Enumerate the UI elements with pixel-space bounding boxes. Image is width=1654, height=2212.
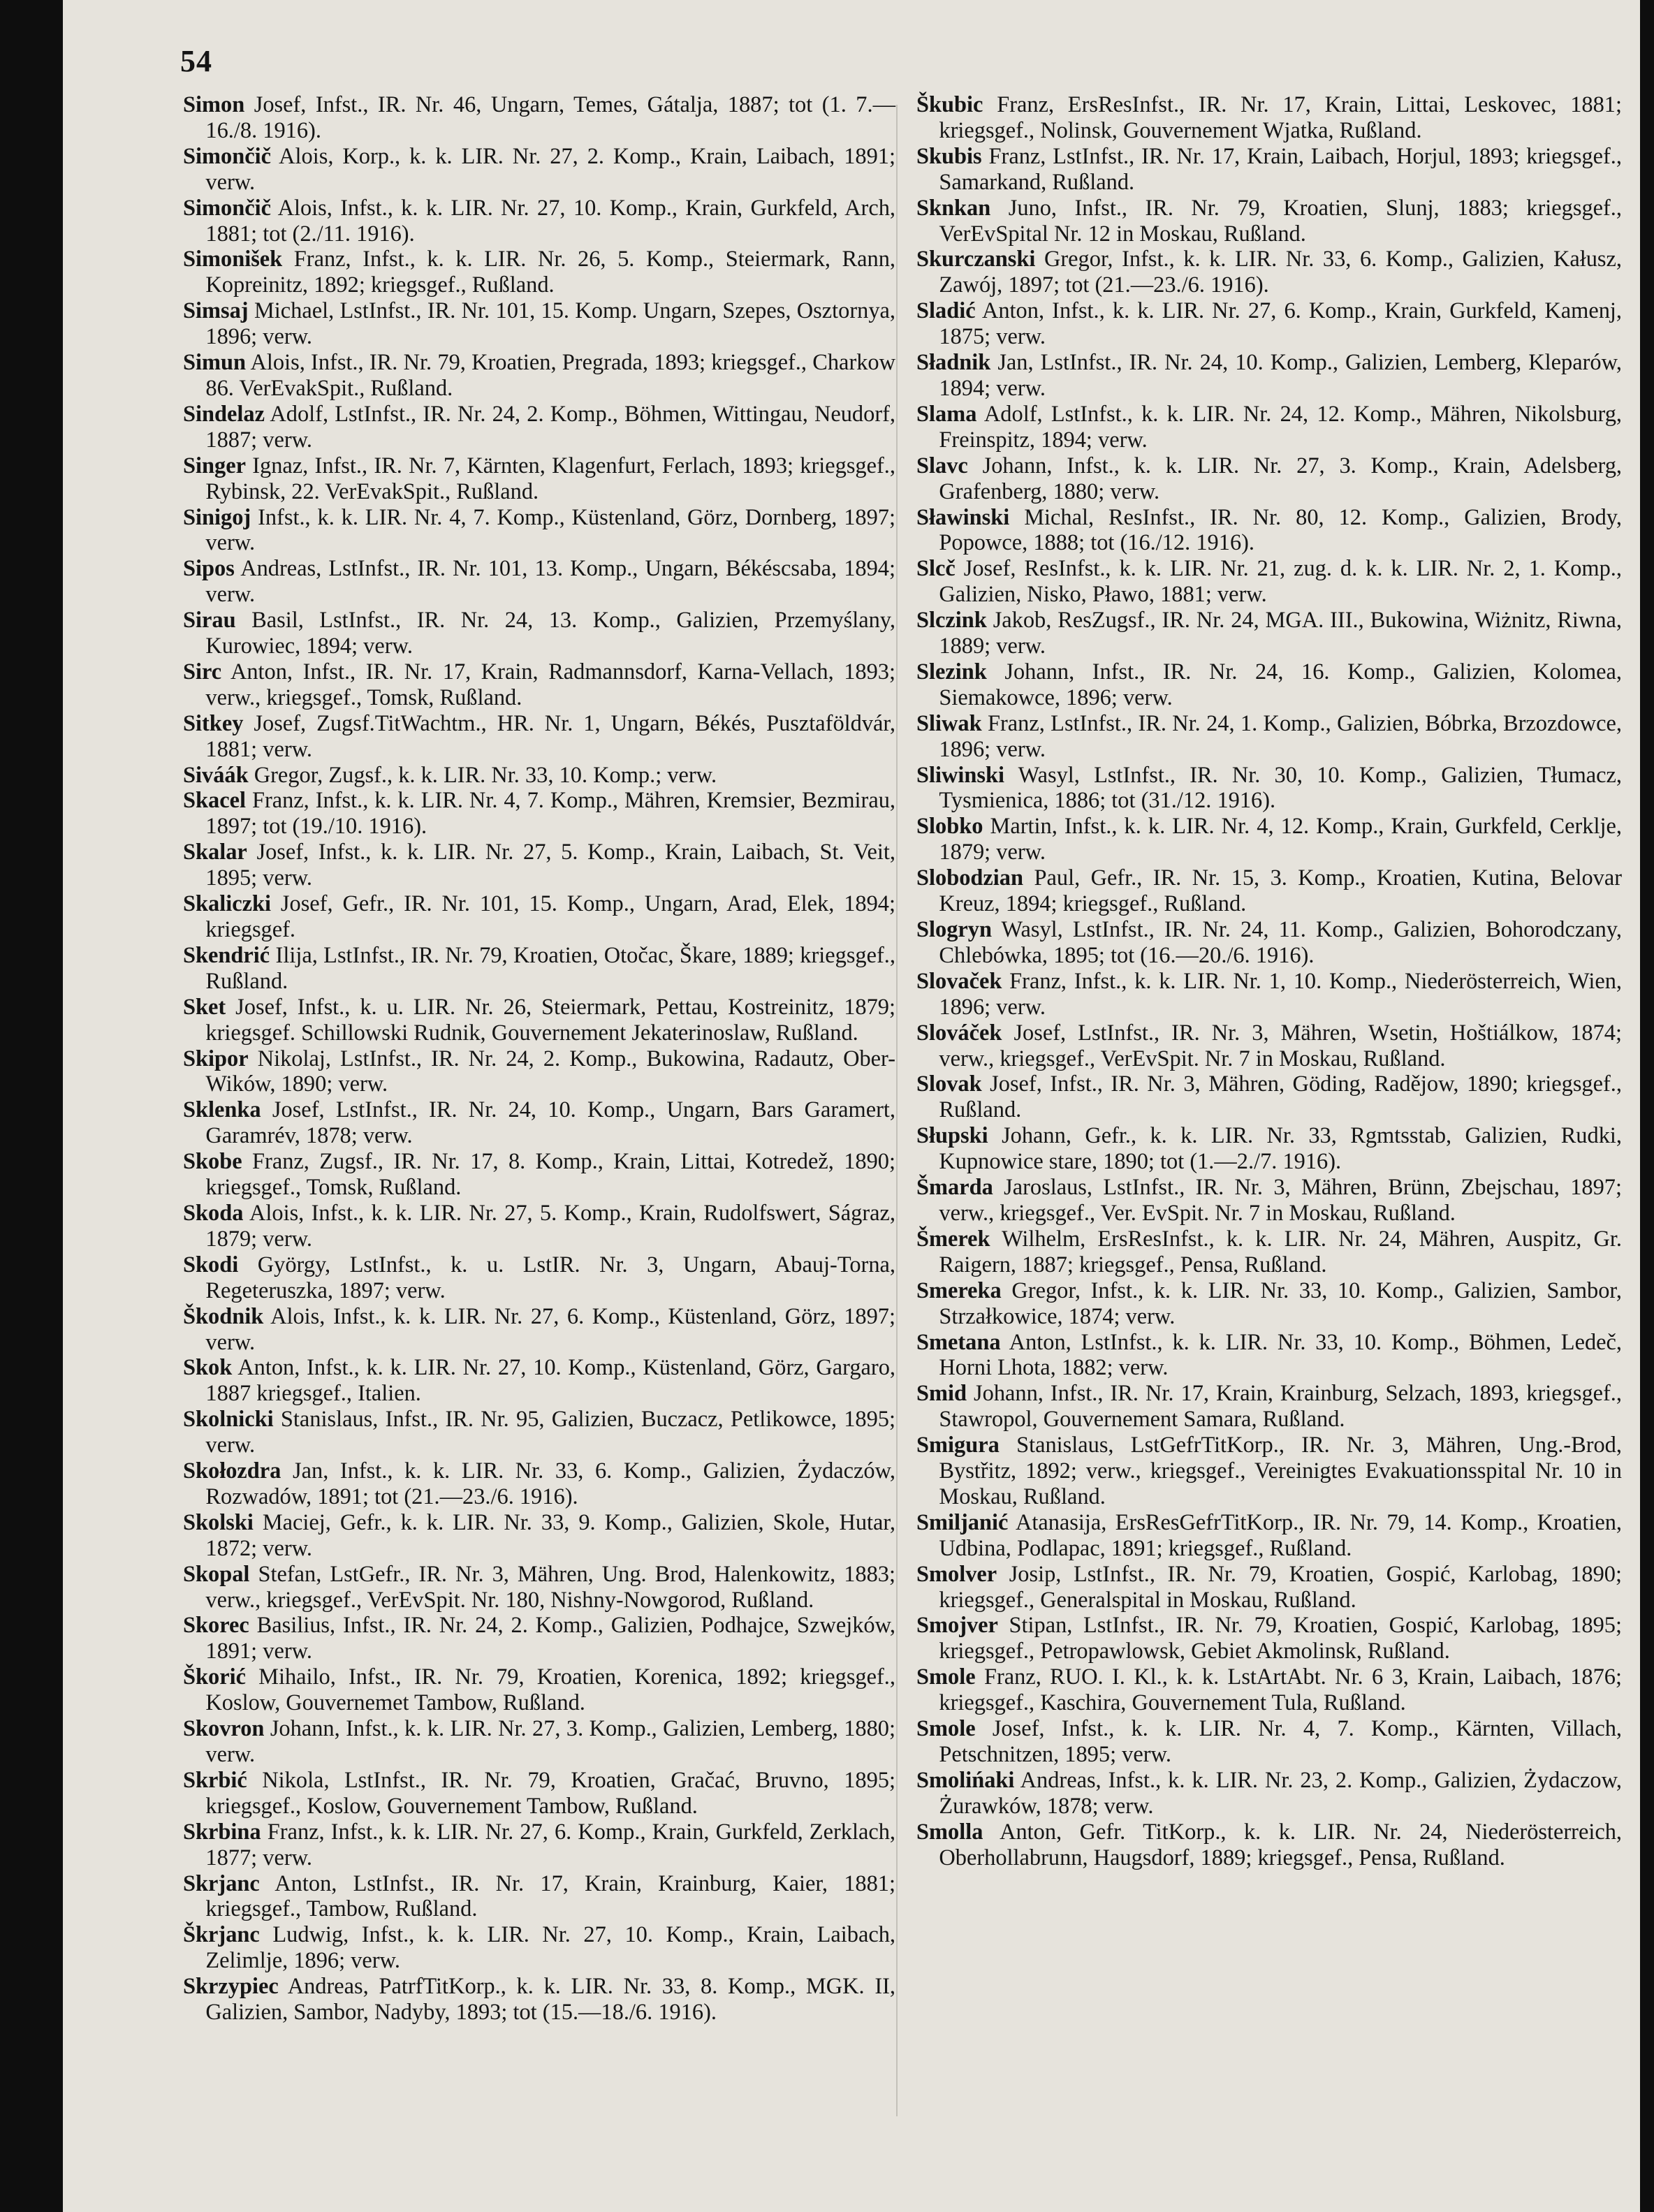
entry-surname: Skrjanc — [183, 1870, 260, 1896]
register-entry — [183, 891, 895, 943]
entry-surname: Slavc — [916, 453, 968, 478]
entry-details: Josef, Infst., k. u. LIR. Nr. 26, Steiermark, Pettau, Kostreinitz, 1879; kriegsgef. Schillowski Rudnik, Gouvernement Jekaterinoslaw, Rußland. — [205, 994, 895, 1046]
register-entry — [916, 402, 1622, 453]
entry-details: Stanislaus, Infst., IR. Nr. 95, Galizien, Buczacz, Petlikowce, 1895; verw. — [205, 1407, 895, 1458]
entry-surname: Slama — [916, 401, 977, 427]
entry-details: Basil, LstInfst., IR. Nr. 24, 13. Komp., Galizien, Przemyślany, Kurowiec, 1894; verw. — [205, 608, 895, 659]
register-entry — [916, 1510, 1622, 1562]
entry-surname: Skrbina — [183, 1819, 261, 1845]
register-entry — [183, 196, 895, 247]
entry-details: Basilius, Infst., IR. Nr. 24, 2. Komp., Galizien, Podhajce, Szwejków, 1891; verw. — [205, 1613, 895, 1664]
register-entry — [916, 1433, 1622, 1510]
entry-details: Michael, LstInfst., IR. Nr. 101, 15. Komp. Ungarn, Szepes, Osztornya, 1896; verw. — [205, 298, 895, 350]
register-entry — [183, 402, 895, 453]
entry-surname: Simončič — [183, 143, 271, 169]
register-entry — [916, 763, 1622, 814]
entry-surname: Slczink — [916, 608, 987, 633]
register-entry — [916, 1278, 1622, 1330]
entry-details: Maciej, Gefr., k. k. LIR. Nr. 33, 9. Komp., Galizien, Skole, Hutar, 1872; verw. — [205, 1509, 895, 1561]
entry-surname: Škubic — [916, 92, 983, 117]
register-entry — [183, 763, 895, 789]
entry-details: Adolf, LstInfst., IR. Nr. 24, 2. Komp., Böhmen, Wittingau, Neudorf, 1887; verw. — [205, 401, 895, 453]
entry-surname: Šmerek — [916, 1226, 990, 1252]
left-column — [183, 92, 895, 2026]
entry-surname: Skovron — [183, 1716, 265, 1742]
register-entry — [916, 814, 1622, 865]
entry-details: Gregor, Infst., k. k. LIR. Nr. 33, 10. Komp., Galizien, Sambor, Strzałkowice, 1874; verw. — [939, 1277, 1622, 1329]
register-entry — [916, 556, 1622, 608]
entry-details: Franz, LstInfst., IR. Nr. 24, 1. Komp., Galizien, Bóbrka, Brzozdowce, 1896; verw. — [939, 710, 1622, 762]
entry-details: György, LstInfst., k. u. LstIR. Nr. 3, Ungarn, Abauj-Torna, Regeteruszka, 1897; verw. — [205, 1252, 895, 1303]
entry-surname: Smereka — [916, 1277, 1002, 1303]
entry-surname: Singer — [183, 453, 246, 478]
entry-details: Anton, Gefr. TitKorp., k. k. LIR. Nr. 24, Niederösterreich, Oberhollabrunn, Haugsdorf, 1889; kriegsgef., Pensa, Rußland. — [939, 1819, 1622, 1870]
entry-details: Alois, Infst., k. k. LIR. Nr. 27, 6. Komp., Küstenland, Görz, 1897; verw. — [205, 1303, 895, 1355]
register-entry — [916, 1562, 1622, 1613]
entry-details: Franz, LstInfst., IR. Nr. 17, Krain, Laibach, Horjul, 1893; kriegsgef., Samarkand, Rußland. — [939, 143, 1622, 195]
entry-surname: Smojver — [916, 1613, 998, 1639]
entry-details: Anton, LstInfst., IR. Nr. 17, Krain, Krainburg, Kaier, 1881; kriegsgef., Tambow, Rußland. — [205, 1870, 895, 1922]
entry-details: Alois, Infst., k. k. LIR. Nr. 27, 5. Komp., Krain, Rudolfswert, Ságraz, 1879; verw. — [205, 1200, 895, 1252]
register-entry — [916, 298, 1622, 350]
scan-edge-right — [1640, 0, 1654, 2212]
entry-surname: Skoda — [183, 1200, 244, 1226]
entry-surname: Smolińaki — [916, 1767, 1015, 1793]
register-entry — [916, 1175, 1622, 1226]
register-entry — [916, 1020, 1622, 1072]
register-entry — [916, 608, 1622, 659]
entry-details: Andreas, PatrfTitKorp., k. k. LIR. Nr. 33, 8. Komp., MGK. II, Galizien, Sambor, Nadyby, 1893; tot (15.—18./6. 1916). — [205, 1974, 896, 2026]
entry-details: Anton, Infst., IR. Nr. 17, Krain, Radmannsdorf, Karna-Vellach, 1893; verw., kriegsgef., Tomsk, Rußland. — [205, 659, 896, 710]
entry-details: Josef, Infst., k. k. LIR. Nr. 4, 7. Komp., Kärnten, Villach, Petschnitzen, 1895; verw. — [939, 1716, 1622, 1767]
register-entry — [183, 1201, 895, 1252]
entry-details: Wasyl, LstInfst., IR. Nr. 30, 10. Komp., Galizien, Tłumacz, Tysmienica, 1886; tot (31./12. 1916). — [939, 762, 1622, 814]
entry-surname: Sknkan — [916, 195, 991, 221]
entry-surname: Škrjanc — [183, 1922, 260, 1948]
entry-surname: Sklenka — [183, 1097, 261, 1123]
entry-surname: Sirau — [183, 608, 236, 633]
register-entry — [183, 92, 895, 144]
register-entry — [916, 196, 1622, 247]
entry-details: Juno, Infst., IR. Nr. 79, Kroatien, Slunj, 1883; kriegsgef., VerEvSpital Nr. 12 in Moskau, Rußland. — [939, 195, 1622, 247]
entry-surname: Smolver — [916, 1561, 997, 1587]
entry-surname: Sliwak — [916, 710, 982, 736]
register-entry — [183, 1613, 895, 1664]
register-entry — [183, 556, 895, 608]
entry-details: Josip, LstInfst., IR. Nr. 79, Kroatien, Gospić, Karlobag, 1890; kriegsgef., Generalspital in Moskau, Rußland. — [939, 1561, 1622, 1613]
entry-details: Gregor, Zugsf., k. k. LIR. Nr. 33, 10. Komp.; verw. — [254, 762, 717, 788]
entry-details: Josef, Infst., IR. Nr. 3, Mähren, Göding, Radějow, 1890; kriegsgef., Rußland. — [939, 1071, 1622, 1123]
entry-surname: Smolla — [916, 1819, 983, 1845]
entry-details: Josef, LstInfst., IR. Nr. 3, Mähren, Wsetin, Hoštiálkow, 1874; verw., kriegsgef., VerEvSpit. Nr. 7 in Moskau, Rußland. — [939, 1020, 1622, 1071]
register-entry — [183, 1304, 895, 1356]
register-entry — [183, 1562, 895, 1613]
entry-surname: Skopal — [183, 1561, 250, 1587]
entry-details: Wasyl, LstInfst., IR. Nr. 24, 11. Komp., Galizien, Bohorodczany, Chlebówka, 1895; tot (16.—20./6. 1916). — [939, 917, 1622, 968]
entry-details: Anton, Infst., k. k. LIR. Nr. 27, 10. Komp., Küstenland, Görz, Gargaro, 1887 kriegsgef., Italien. — [205, 1355, 896, 1407]
register-entry — [183, 1922, 895, 1974]
entry-surname: Słupski — [916, 1123, 988, 1149]
register-entry — [183, 1097, 895, 1149]
entry-details: Johann, Infst., k. k. LIR. Nr. 27, 3. Komp., Krain, Adelsberg, Grafenberg, 1880; verw. — [939, 453, 1622, 504]
entry-details: Jan, LstInfst., IR. Nr. 24, 10. Komp., Galizien, Lemberg, Kleparów, 1894; verw. — [939, 350, 1622, 401]
entry-details: Josef, Gefr., IR. Nr. 101, 15. Komp., Ungarn, Arad, Elek, 1894; kriegsgef. — [205, 891, 895, 942]
register-entry — [916, 1226, 1622, 1278]
entry-surname: Sirc — [183, 659, 222, 684]
entry-details: Ilija, LstInfst., IR. Nr. 79, Kroatien, Otočac, Škare, 1889; kriegsgef., Rußland. — [205, 942, 895, 994]
entry-details: Anton, Infst., k. k. LIR. Nr. 27, 6. Komp., Krain, Gurkfeld, Kamenj, 1875; verw. — [939, 298, 1622, 350]
register-entry — [183, 995, 895, 1046]
register-entry — [183, 1458, 895, 1510]
register-entry — [183, 298, 895, 350]
entry-surname: Sipos — [183, 556, 235, 582]
entry-details: Franz, ErsResInfst., IR. Nr. 17, Krain, Littai, Leskovec, 1881; kriegsgef., Nolinsk, Gouvernement Wjatka, Rußland. — [939, 92, 1622, 143]
entry-details: Josef, Zugsf.TitWachtm., HR. Nr. 1, Ungarn, Békés, Pusztaföldvár, 1881; verw. — [205, 710, 895, 762]
entry-details: Franz, Infst., k. k. LIR. Nr. 1, 10. Komp., Niederösterreich, Wien, 1896; verw. — [939, 968, 1623, 1020]
entry-surname: Slovak — [916, 1071, 982, 1097]
register-entry — [916, 144, 1622, 196]
entry-surname: Škodnik — [183, 1303, 264, 1329]
entry-details: Josef, ResInfst., k. k. LIR. Nr. 21, zug. d. k. k. LIR. Nr. 2, 1. Komp., Galizien, Nisko, Pławo, 1881; verw. — [939, 556, 1622, 608]
register-entry — [916, 1381, 1622, 1433]
entry-surname: Smid — [916, 1381, 967, 1407]
register-entry — [916, 1613, 1622, 1664]
entry-surname: Sławinski — [916, 504, 1010, 530]
entry-details: Alois, Infst., k. k. LIR. Nr. 27, 10. Komp., Krain, Gurkfeld, Arch, 1881; tot (2./11. 1916). — [205, 195, 895, 247]
entry-details: Jaroslaus, LstInfst., IR. Nr. 3, Mähren, Brünn, Zbejschau, 1897; verw., kriegsgef., Ver. EvSpit. Nr. 7 in Moskau, Rußland. — [939, 1175, 1622, 1226]
entry-surname: Skendrić — [183, 942, 270, 968]
register-entry — [183, 788, 895, 840]
register-entry — [183, 943, 895, 995]
entry-details: Mihailo, Infst., IR. Nr. 79, Kroatien, Korenica, 1892; kriegsgef., Koslow, Gouvernemet Tambow, Rußland. — [205, 1664, 895, 1716]
register-entry — [916, 453, 1622, 505]
register-entry — [916, 917, 1622, 969]
scan-edge-left — [0, 0, 63, 2212]
entry-surname: Šmarda — [916, 1175, 993, 1201]
entry-details: Jakob, ResZugsf., IR. Nr. 24, MGA. III., Bukowina, Wiżnitz, Riwna, 1889; verw. — [939, 608, 1622, 659]
right-column — [916, 92, 1622, 1871]
register-entry — [916, 1819, 1622, 1871]
register-entry — [916, 865, 1622, 917]
entry-surname: Simončič — [183, 195, 271, 221]
entry-details: Johann, Infst., k. k. LIR. Nr. 27, 3. Komp., Galizien, Lemberg, 1880; verw. — [205, 1716, 895, 1767]
entry-details: Josef, LstInfst., IR. Nr. 24, 10. Komp., Ungarn, Bars Garamert, Garamrév, 1878; verw. — [205, 1097, 895, 1149]
entry-details: Andreas, Infst., k. k. LIR. Nr. 23, 2. Komp., Galizien, Żydaczow, Żurawków, 1878; verw. — [939, 1767, 1622, 1819]
entry-surname: Slezink — [916, 659, 987, 684]
entry-surname: Sindelaz — [183, 401, 265, 427]
entry-surname: Smetana — [916, 1329, 1001, 1355]
entry-details: Jan, Infst., k. k. LIR. Nr. 33, 6. Komp., Galizien, Żydaczów, Rozwadów, 1891; tot (21.—23./6. 1916). — [205, 1458, 895, 1509]
entry-details: Anton, LstInfst., k. k. LIR. Nr. 33, 10. Komp., Böhmen, Ledeč, Horni Lhota, 1882; verw. — [939, 1329, 1622, 1381]
register-entry — [916, 1664, 1622, 1716]
entry-surname: Smole — [916, 1716, 976, 1742]
register-entry — [183, 840, 895, 891]
register-entry — [183, 1974, 895, 2026]
entry-details: Wilhelm, ErsResInfst., k. k. LIR. Nr. 24, Mähren, Auspitz, Gr. Raigern, 1887; kriegsgef., Pensa, Rußland. — [939, 1226, 1622, 1277]
register-entry — [183, 1407, 895, 1458]
register-entry — [183, 1768, 895, 1819]
entry-surname: Slcč — [916, 556, 956, 582]
entry-details: Johann, Infst., IR. Nr. 17, Krain, Krainburg, Selzach, 1893, kriegsgef., Stawropol, Gouvernement Samara, Rußland. — [939, 1381, 1622, 1433]
entry-details: Stanislaus, LstGefrTitKorp., IR. Nr. 3, Mähren, Ung.-Brod, Bystřitz, 1892; verw., kriegsgef., Vereinigtes Evakuationsspital Nr. 10 in Moskau, Rußland. — [939, 1433, 1622, 1509]
entry-surname: Smole — [916, 1664, 976, 1690]
register-entry — [916, 711, 1622, 763]
register-entry — [916, 505, 1622, 557]
entry-details: Adolf, LstInfst., k. k. LIR. Nr. 24, 12. Komp., Mähren, Nikolsburg, Freinspitz, 1894; verw. — [939, 401, 1623, 453]
register-entry — [183, 1046, 895, 1098]
entry-surname: Slobodzian — [916, 865, 1024, 891]
page-number: 54 — [180, 44, 212, 78]
entry-surname: Skok — [183, 1355, 233, 1381]
entry-surname: Sladić — [916, 298, 976, 324]
entry-details: Infst., k. k. LIR. Nr. 4, 7. Komp., Küstenland, Görz, Dornberg, 1897; verw. — [205, 504, 895, 556]
register-entry — [183, 1664, 895, 1716]
entry-details: Franz, Infst., k. k. LIR. Nr. 26, 5. Komp., Steiermark, Rann, Kopreinitz, 1892; kriegsgef., Rußland. — [205, 247, 895, 298]
entry-surname: Skacel — [183, 788, 246, 814]
register-entry — [916, 1768, 1622, 1819]
entry-surname: Slováček — [916, 1020, 1002, 1046]
register-entry — [183, 659, 895, 711]
entry-surname: Simon — [183, 92, 245, 117]
entry-details: Franz, Zugsf., IR. Nr. 17, 8. Komp., Krain, Littai, Kotredež, 1890; kriegsgef., Tomsk, Rußland. — [205, 1149, 895, 1201]
register-entry — [183, 247, 895, 298]
entry-details: Johann, Infst., IR. Nr. 24, 16. Komp., Galizien, Kolomea, Siemakowce, 1896; verw. — [939, 659, 1622, 710]
entry-details: Nikola, LstInfst., IR. Nr. 79, Kroatien, Gračać, Bruvno, 1895; kriegsgef., Koslow, Gouvernement Tambow, Rußland. — [205, 1767, 895, 1819]
entry-surname: Skalar — [183, 840, 247, 865]
entry-details: Ludwig, Infst., k. k. LIR. Nr. 27, 10. Komp., Krain, Laibach, Zelimlje, 1896; verw. — [205, 1922, 895, 1974]
entry-surname: Skrzypiec — [183, 1974, 279, 2000]
register-entry — [916, 1330, 1622, 1382]
entry-details: Josef, Infst., k. k. LIR. Nr. 27, 5. Komp., Krain, Laibach, St. Veit, 1895; verw. — [205, 840, 895, 891]
entry-details: Ignaz, Infst., IR. Nr. 7, Kärnten, Klagenfurt, Ferlach, 1893; kriegsgef., Rybinsk, 22. VerEvakSpit., Rußland. — [205, 453, 895, 504]
entry-surname: Sket — [183, 994, 226, 1020]
register-entry — [183, 711, 895, 763]
register-entry — [183, 1819, 895, 1871]
entry-details: Josef, Infst., IR. Nr. 46, Ungarn, Temes, Gátalja, 1887; tot (1. 7.—16./8. 1916). — [205, 92, 895, 143]
register-entry — [183, 144, 895, 196]
entry-surname: Skołozdra — [183, 1458, 281, 1484]
register-entry — [183, 453, 895, 505]
column-divider — [896, 105, 898, 2116]
register-entry — [183, 1716, 895, 1768]
register-entry — [916, 92, 1622, 144]
entry-details: Alois, Infst., IR. Nr. 79, Kroatien, Pregrada, 1893; kriegsgef., Charkow 86. VerEvakSpit., Rußland. — [205, 350, 896, 401]
register-entry — [183, 1252, 895, 1304]
entry-surname: Smiljanić — [916, 1509, 1009, 1535]
register-entry — [916, 350, 1622, 402]
entry-surname: Sinigoj — [183, 504, 251, 530]
register-entry — [916, 969, 1622, 1020]
entry-surname: Sitkey — [183, 710, 244, 736]
entry-details: Martin, Infst., k. k. LIR. Nr. 4, 12. Komp., Krain, Gurkfeld, Cerklje, 1879; verw. — [939, 814, 1622, 865]
entry-surname: Skolski — [183, 1509, 254, 1535]
entry-details: Andreas, LstInfst., IR. Nr. 101, 13. Komp., Ungarn, Békéscsaba, 1894; verw. — [205, 556, 895, 608]
entry-surname: Skubis — [916, 143, 982, 169]
entry-surname: Skorec — [183, 1613, 249, 1639]
register-entry — [183, 1149, 895, 1201]
entry-details: Franz, Infst., k. k. LIR. Nr. 4, 7. Komp., Mähren, Kremsier, Bezmirau, 1897; tot (19./10. 1916). — [205, 788, 895, 840]
entry-details: Alois, Korp., k. k. LIR. Nr. 27, 2. Komp., Krain, Laibach, 1891; verw. — [205, 143, 895, 195]
entry-surname: Simsaj — [183, 298, 249, 324]
entry-surname: Skrbić — [183, 1767, 247, 1793]
entry-surname: Skipor — [183, 1046, 249, 1071]
entry-surname: Škorić — [183, 1664, 246, 1690]
entry-details: Stipan, LstInfst., IR. Nr. 79, Kroatien, Gospić, Karlobag, 1895; kriegsgef., Petropawlowsk, Gebiet Akmolinsk, Rußland. — [939, 1613, 1622, 1664]
entry-details: Franz, Infst., k. k. LIR. Nr. 27, 6. Komp., Krain, Gurkfeld, Zerklach, 1877; verw. — [205, 1819, 895, 1870]
register-entry — [916, 247, 1622, 298]
entry-details: Michal, ResInfst., IR. Nr. 80, 12. Komp., Galizien, Brody, Popowce, 1888; tot (16./12. 1916). — [939, 504, 1622, 556]
entry-details: Franz, RUO. I. Kl., k. k. LstArtAbt. Nr. 6 3, Krain, Laibach, 1876; kriegsgef., Kaschira, Gouvernement Tula, Rußland. — [939, 1664, 1622, 1716]
entry-surname: Skaliczki — [183, 891, 271, 917]
entry-surname: Simun — [183, 350, 247, 376]
entry-surname: Slovaček — [916, 968, 1002, 994]
register-entry — [916, 659, 1622, 711]
entry-surname: Siváák — [183, 762, 249, 788]
entry-details: Nikolaj, LstInfst., IR. Nr. 24, 2. Komp., Bukowina, Radautz, Ober-Wików, 1890; verw. — [205, 1046, 895, 1097]
entry-surname: Simonišek — [183, 247, 283, 272]
entry-details: Paul, Gefr., IR. Nr. 15, 3. Komp., Kroatien, Kutina, Belovar Kreuz, 1894; kriegsgef., Rußland. — [939, 865, 1622, 917]
register-entry — [183, 1510, 895, 1562]
entry-surname: Skolnicki — [183, 1407, 274, 1433]
entry-details: Gregor, Infst., k. k. LIR. Nr. 33, 6. Komp., Galizien, Kałusz, Zawój, 1897; tot (21.—23./6. 1916). — [939, 247, 1622, 298]
entry-details: Johann, Gefr., k. k. LIR. Nr. 33, Rgmtsstab, Galizien, Rudki, Kupnowice stare, 1890; tot (1.—2./7. 1916). — [939, 1123, 1622, 1175]
entry-surname: Skobe — [183, 1149, 242, 1175]
register-entry — [916, 1123, 1622, 1175]
register-entry — [183, 350, 895, 402]
register-entry — [183, 608, 895, 659]
entry-surname: Sładnik — [916, 350, 991, 376]
entry-surname: Skodi — [183, 1252, 239, 1277]
entry-surname: Slobko — [916, 814, 983, 840]
register-entry — [916, 1071, 1622, 1123]
register-entry — [916, 1716, 1622, 1768]
entry-surname: Slogryn — [916, 917, 992, 942]
register-entry — [183, 1355, 895, 1407]
register-entry — [183, 1871, 895, 1923]
register-entry — [183, 505, 895, 557]
entry-details: Atanasija, ErsResGefrTitKorp., IR. Nr. 79, 14. Komp., Kroatien, Udbina, Podlapac, 1891; kriegsgef., Rußland. — [939, 1509, 1623, 1561]
entry-surname: Sliwinski — [916, 762, 1005, 788]
entry-details: Stefan, LstGefr., IR. Nr. 3, Mähren, Ung. Brod, Halenkowitz, 1883; verw., kriegsgef., VerEvSpit. Nr. 180, Nishny-Nowgorod, Rußland. — [205, 1561, 896, 1613]
entry-surname: Smigura — [916, 1433, 1000, 1458]
entry-surname: Skurczanski — [916, 247, 1036, 272]
